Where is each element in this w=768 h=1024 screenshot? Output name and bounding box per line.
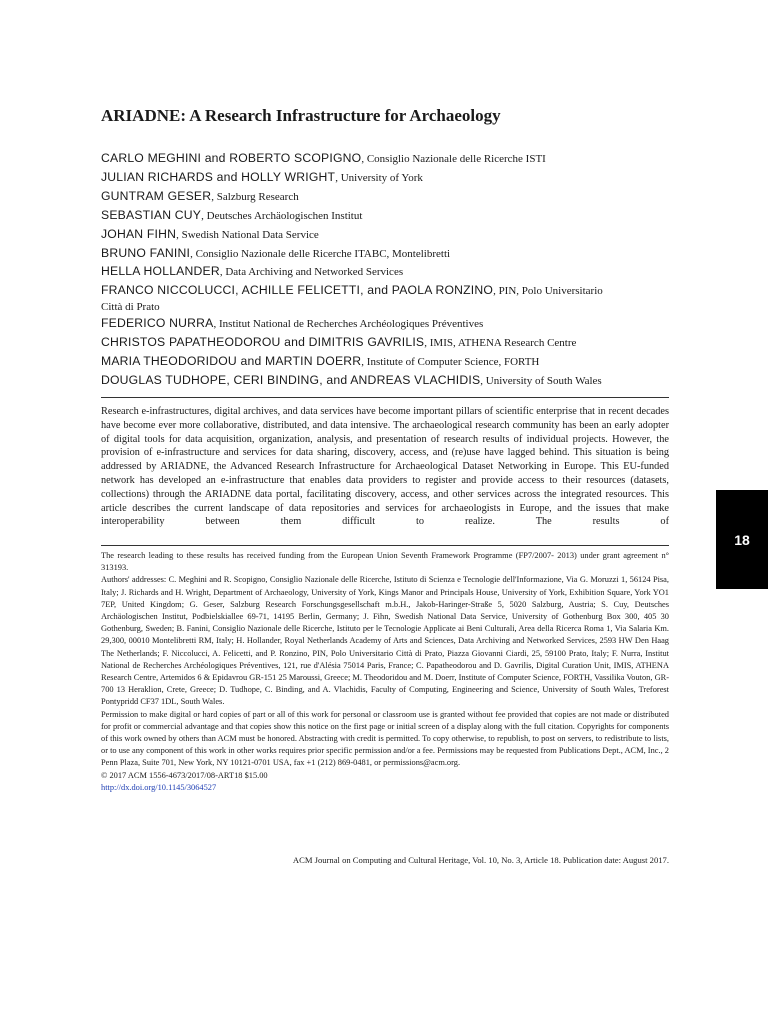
author-line: [101, 372, 681, 391]
funding-note: The research leading to these results has received funding from the European Union Seventh Framework Programme (FP7/2007- 2013) under grant agreement n° 313193.: [101, 551, 669, 573]
paper-title: ARIADNE: A Research Infrastructure for Archaeology: [101, 106, 501, 125]
permission-notice: Permission to make digital or hard copies of part or all of this work for personal or classroom use is granted without fee provided that copies are not made or distributed for profit or commercial advantage and that copies show this notice on the first page or initial screen of a display along with the full citation. Copyrights for components of this work owned by others than ACM must be honored. Abstracting with credit is permitted. To copy otherwise, to republish, to post on servers, to redistribute to lists, or to use any component of this work in other works requires prior specific permission and/or a fee. Permissions may be requested from Publications Dept., ACM, Inc., 2 Penn Plaza, Suite 701, New York, NY 10121-0701 USA, fax +1 (212) 869-0481, or permissions@acm.org.: [101, 709, 669, 768]
author-affiliation: , Data Archiving and Networked Services: [219, 266, 404, 279]
author-line: [101, 282, 671, 315]
author-affiliation: , Deutsches Archäologischen Institut: [201, 209, 363, 222]
author-line: [101, 315, 681, 334]
author-line: [101, 169, 681, 188]
abstract-top-rule: [101, 397, 669, 398]
footnotes: [101, 550, 669, 794]
author-affiliation: , University of South Wales: [480, 374, 602, 387]
article-number-tab: [716, 490, 768, 589]
copyright-line: © 2017 ACM 1556-4673/2017/08-ART18 $15.00: [101, 770, 268, 780]
abstract: [101, 405, 669, 529]
author-names: HELLA HOLLANDER: [101, 264, 220, 279]
author-addresses: Authors' addresses: C. Meghini and R. Scopigno, Consiglio Nazionale delle Ricerche, Istituto di Scienza e Tecnologie dell'Informazione, Via G. Moruzzi 1, 56124 Pisa, Italy; J. Richards and H. Wright, Department of Archaeology, University of York, Kings Manor and Principals House, University of York, Exhibition Square, York YO1 7EP, United Kingdom; G. Geser, Salzburg Research Forschungsgesellschaft m.b.H., Jakob-Haringer-Straße 5, 5020 Salzburg, Austria; S. Cuy, Deutsches Archäologischen Institut, Podbielskiallee 69-71, 14195 Berlin, Germany; J. Fihn, Swedish National Data Service, University of Gothenburg Box 300, 405 30 Gothenburg, Sweden; B. Fanini, Consiglio Nazionale delle Ricerche, Istituto per le Tecnologie Applicate ai Beni Culturali, Area della Ricerca Roma 1, Via Salaria Km. 29,300, 00010 Montelibretti RM, Italy; H. Hollander, Royal Netherlands Academy of Arts and Sciences, Data Archiving and Networked Services, 2593 HW Den Haag The Netherlands; F. Niccolucci, A. Felicetti, and P. Ronzino, PIN, Polo Universitario Città di Prato, Piazza Giovanni Ciardi, 25, 59100 Prato, Italy; F. Nurra, Institut National de Recherches Archéologiques Préventives, 121, rue d'Alésia 75014 Paris, France; C. Papatheodorou and D. Gavrilis, Digital Curation Unit, IMIS, ATHENA Research Centre, Artemidos 6 & Epidavrou GR-151 25 Maroussi, Greece; M. Theodoridou and M. Doerr, Institute of Computer Science, FORTH, Vassilika Vouton, GR-700 13 Heraklion, Crete, Greece; D. Tudhope, C. Binding, and A. Vlachidis, Faculty of Computing, Engineering and Science, University of South Wales, Treforest Pontypridd CF37 1DL, South Wales.: [101, 575, 669, 707]
author-line: [101, 226, 681, 245]
author-names: MARIA THEODORIDOU and MARTIN DOERR: [101, 354, 362, 369]
author-line: [101, 263, 681, 282]
author-names: CHRISTOS PAPATHEODOROU and DIMITRIS GAVRILIS: [101, 335, 425, 350]
doi-link[interactable]: http://dx.doi.org/10.1145/3064527: [101, 782, 217, 792]
author-line: [101, 353, 681, 372]
author-affiliation: , Salzburg Research: [211, 190, 299, 203]
author-affiliation: , PIN, Polo Universitario: [493, 285, 603, 298]
author-affiliation: , University of York: [335, 171, 423, 184]
author-list: [101, 150, 681, 391]
author-affiliation: , Institute of Computer Science, FORTH: [361, 356, 540, 369]
author-names: GUNTRAM GESER: [101, 188, 212, 203]
journal-citation: ACM Journal on Computing and Cultural Heritage, Vol. 10, No. 3, Article 18. Publication date: August 2017.: [292, 855, 669, 865]
author-names: FEDERICO NURRA: [101, 316, 214, 331]
author-line: [101, 245, 681, 264]
author-affiliation: , Swedish National Data Service: [176, 228, 319, 241]
author-names: BRUNO FANINI: [101, 245, 191, 260]
author-line: [101, 334, 681, 353]
author-names: SEBASTIAN CUY: [101, 207, 202, 222]
author-line: [101, 150, 681, 169]
author-names: DOUGLAS TUDHOPE, CERI BINDING, and ANDREAS VLACHIDIS: [101, 372, 481, 387]
abstract-text: Research e-infrastructures, digital archives, and data services have become important pillars of scientific enterprise that in recent decades have become ever more collaborative, distributed, and data intensive. The archaeological research community has been an early adopter of digital tools for data acquisition, organization, analysis, and presentation of research results of individual projects. However, the provision of e-infrastructure and services for data sharing, discovery, access, and (re)use have lagged behind. This situation is being addressed by ARIADNE, the Advanced Research Infrastructure for Archaeological Dataset Networking in Europe. This EU-funded network has developed an e-infrastructure that enables data providers to register and provide access to their resources (datasets, collections) through the ARIADNE data portal, facilitating discovery, access, and other services across the integrated resources. This article describes the current landscape of data repositories and services for archaeologists in Europe, and the issues that make interoperability between them difficult to realize. The results of: [101, 406, 669, 528]
author-line: [101, 207, 681, 226]
author-affiliation: , Consiglio Nazionale delle Ricerche ISTI: [361, 153, 546, 165]
author-affiliation: , Institut National de Recherches Archéologiques Préventives: [213, 318, 484, 331]
author-names: FRANCO NICCOLUCCI, ACHILLE FELICETTI, and PAOLA RONZINO: [101, 283, 494, 298]
author-affiliation: , IMIS, ATHENA Research Centre: [424, 337, 577, 350]
author-affiliation: , Consiglio Nazionale delle Ricerche ITABC, Montelibretti: [190, 247, 451, 260]
author-names: CARLO MEGHINI and ROBERTO SCOPIGNO: [101, 151, 362, 165]
author-names: JOHAN FIHN: [101, 226, 177, 241]
footnote-rule: [101, 545, 669, 546]
author-line: [101, 188, 681, 207]
article-number: 18: [734, 532, 750, 548]
author-affiliation-continued: Città di Prato: [101, 301, 160, 314]
author-names: JULIAN RICHARDS and HOLLY WRIGHT: [101, 169, 336, 184]
